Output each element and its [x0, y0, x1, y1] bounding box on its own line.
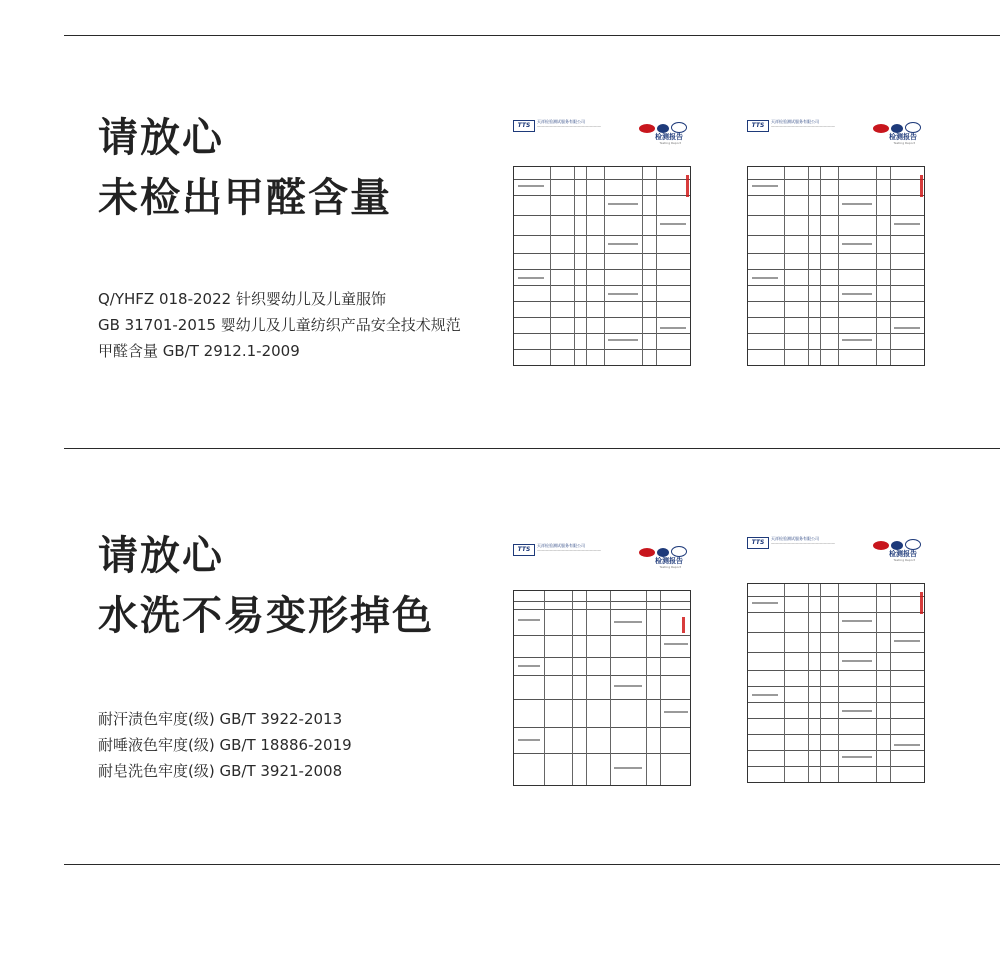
headline-line-2: 未检出甲醛含量: [98, 175, 392, 221]
standard-item: GB 31701-2015 婴幼儿及儿童纺织产品安全技术规范: [98, 316, 461, 334]
standard-item: 耐唾液色牢度(级) GB/T 18886-2019: [98, 736, 352, 754]
report-table: [513, 166, 691, 366]
red-stamp: [920, 175, 923, 197]
report-company: 天祥检验测试服务有限公司 ————————————————: [537, 543, 601, 553]
report-subtitle: Testing Report: [659, 565, 681, 569]
cma-badge-icon: [873, 124, 889, 133]
report-company: 天祥检验测试服务有限公司 ————————————————: [537, 119, 601, 129]
headline-line-1: 请放心: [98, 115, 224, 161]
standard-item: 耐皂洗色牢度(级) GB/T 3921-2008: [98, 762, 343, 780]
test-report-image: [747, 116, 925, 366]
headline-line-1: 请放心: [98, 533, 224, 579]
report-table: [747, 583, 925, 783]
report-subtitle: Testing Report: [893, 141, 915, 145]
tts-logo: TTS: [747, 537, 769, 549]
test-report-image: [747, 533, 925, 783]
report-title: 检测报告: [889, 133, 917, 141]
test-report-image: [513, 116, 691, 366]
report-table: [513, 590, 691, 786]
divider-bottom: [64, 864, 1000, 865]
report-table: [747, 166, 925, 366]
red-stamp: [686, 175, 689, 197]
standards-list: [98, 706, 352, 784]
cma-badge-icon: [873, 541, 889, 550]
report-title: 检测报告: [889, 550, 917, 558]
report-title: 检测报告: [655, 557, 683, 565]
report-subtitle: Testing Report: [659, 141, 681, 145]
divider-top: [64, 35, 1000, 36]
divider-middle: [64, 448, 1000, 449]
section-headline: [98, 526, 434, 646]
cma-badge-icon: [639, 548, 655, 557]
report-title: 检测报告: [655, 133, 683, 141]
red-stamp: [682, 617, 685, 633]
standards-list: [98, 286, 461, 364]
report-company: 天祥检验测试服务有限公司 ————————————————: [771, 119, 835, 129]
red-stamp: [920, 592, 923, 614]
section-headline: [98, 108, 392, 228]
tts-logo: TTS: [513, 120, 535, 132]
standard-item: 甲醛含量 GB/T 2912.1-2009: [98, 342, 300, 360]
standard-item: Q/YHFZ 018-2022 针织婴幼儿及儿童服饰: [98, 290, 386, 308]
report-company: 天祥检验测试服务有限公司 ————————————————: [771, 536, 835, 546]
test-report-image: [513, 540, 691, 786]
report-subtitle: Testing Report: [893, 558, 915, 562]
standard-item: 耐汗渍色牢度(级) GB/T 3922-2013: [98, 710, 343, 728]
headline-line-2: 水洗不易变形掉色: [98, 593, 434, 639]
cma-badge-icon: [639, 124, 655, 133]
tts-logo: TTS: [513, 544, 535, 556]
tts-logo: TTS: [747, 120, 769, 132]
